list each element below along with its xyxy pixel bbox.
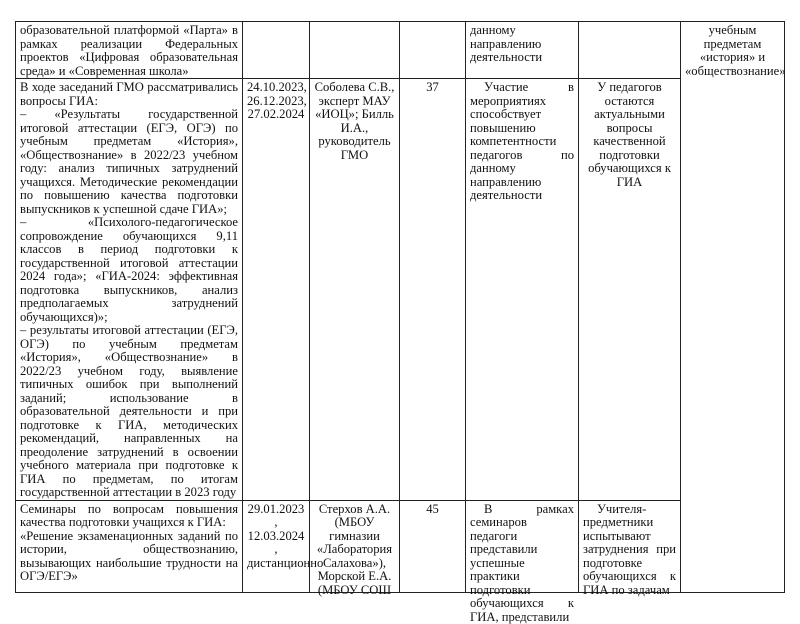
dates-text: 29.01.2023 , 12.03.2024 , дистанционно [247,501,324,570]
participants-cell [400,500,466,592]
event-paragraph: Семинары по вопросам повышения качества подготовки учащихся к ГИА: [20,501,238,529]
problems-text: Учителя-предметники испытывают затруднения при подготовке обучающихся к ГИА по задачам [583,501,676,597]
event-cell: образовательной платформой «Парта» в рамках реализации Федеральных проектов «Цифровая образовательная среда» и «Современная школа» [16,22,243,79]
event-cell [16,79,243,501]
dates-cell [243,500,324,592]
event-paragraph: В ходе заседаний ГМО рассматривались вопросы ГИА: [20,80,238,108]
problems-cell [579,22,681,79]
problems-cell [579,500,681,597]
event-paragraph: – «Психолого-педагогическое сопровождение обучающихся 9,11 классов в период подготовки к государственной итоговой аттестации 2024 года»; «ГИА-2024: эффективная подготовка выпускников, анализ предполагаемых затруднений обучающихся)»; [20,215,238,324]
table-row [16,79,785,501]
speakers-cell [310,500,400,597]
speakers-cell: Соболева С.В., эксперт МАУ «ИОЦ»; Билль И.А., руководитель ГМО [310,79,400,501]
event-cell [16,500,243,592]
notes-cell: учебным предметам «история» и «обществознание» [681,22,785,593]
report-table [15,21,786,624]
dates-cell [243,22,310,79]
dates-cell: 24.10.2023, 26.12.2023, 27.02.2024 [243,79,310,501]
event-paragraph: «Решение экзаменационных заданий по истории, обществознанию, вызывающих наибольшие трудности на ОГЭ/ЕГЭ» [20,528,238,583]
result-cell: данному направлению деятельности [466,22,579,79]
event-paragraph: – результаты итоговой аттестации (ЕГЭ, ОГЭ) по учебным предметам «История», «Обществознание» в 2022/23 учебном году, выявление типичных ошибок при выполнений заданий; использование в образовательной деятельности и при подготовке к ГИА, методических рекомендаций, направленных на преодоление затруднений в освоении учебного материала при подготовке к ГИА по предметам, по итогам государственной аттестации в 2023 году [20,323,238,499]
speakers-cell [310,22,400,79]
table-row [16,500,785,592]
event-paragraph: – «Результаты государственной итоговой аттестации (ЕГЭ, ОГЭ) по учебным предметам «История», «Обществознание» в 2022/23 учебном году: анализ типичных затруднений учащихся. Методические рекомендации по повышению качества подготовки выпускников к успешной сдаче ГИА»; [20,107,238,216]
result-cell: Участие в мероприятиях способствует повышению компетентности педагогов по данному направлению деятельности [466,79,579,501]
participants-cell: 37 [400,79,466,501]
problems-cell: У педагогов остаются актуальными вопросы качественной подготовки обучающихся к ГИА [579,79,681,501]
speakers-text: Стерхов А.А. (МБОУ гимназии «Лаборатория Салахова»), Морской Е.А. (МБОУ СОШ [316,501,393,597]
result-text: В рамках семинаров педагоги представили успешные практики подготовки обучающихся к ГИА, представили [470,501,574,624]
participants-cell [400,22,466,79]
result-cell [466,500,579,624]
table-row [16,22,785,79]
participants-text: 45 [426,501,439,516]
